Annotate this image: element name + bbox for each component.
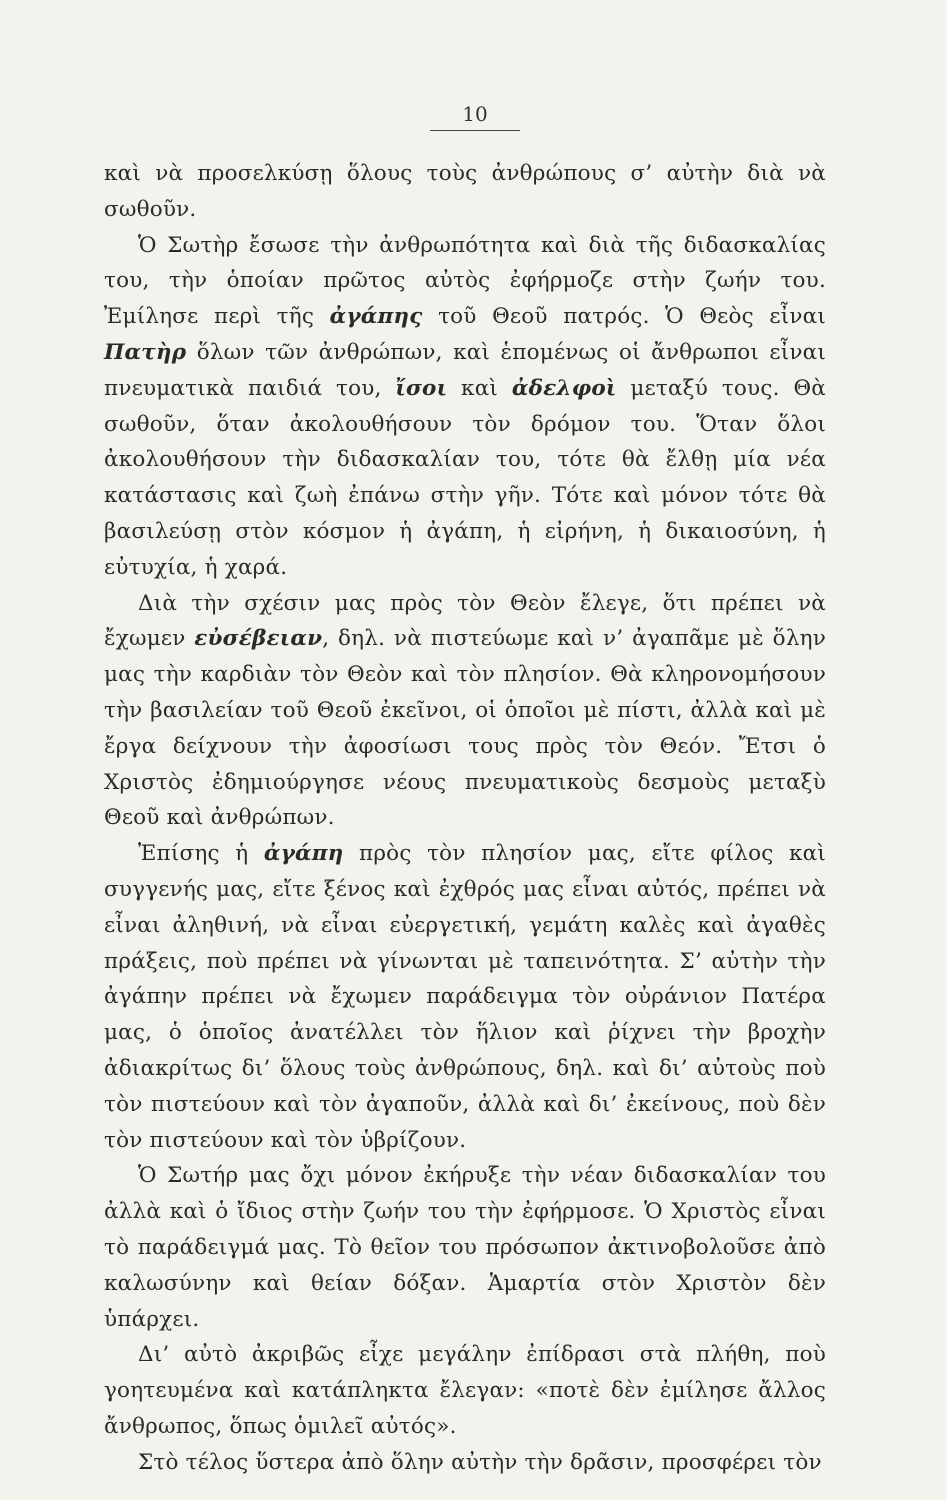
emphasized-term: εὐσέβειαν (194, 626, 323, 652)
text-run: μεταξύ τους. Θὰ σωθοῦν, ὅταν ἀκολουθήσουν τὸν δρόμον του. Ὅταν ὅλοι ἀκολουθήσουν τὴν διδασκαλίαν του, τότε θὰ ἔλθῃ μία νέα κατάστασις καὶ ζωὴ ἐπάνω στὴν γῆν. Τότε καὶ μόνον τότε θὰ βασιλεύσῃ στὸν κόσμον ἡ ἀγάπη, ἡ εἰρήνη, ἡ δικαιοσύνη, ἡ εὐτυχία, ἡ χαρά. (104, 375, 826, 580)
emphasized-term: ἀδελφοὶ (511, 375, 617, 401)
paragraph (104, 836, 826, 1158)
text-run: Ἐπίσης ἡ (138, 841, 264, 867)
emphasized-term: ἀγάπη (263, 841, 344, 867)
page-number: 10 (462, 102, 488, 126)
paragraph (104, 156, 826, 228)
text-run: πρὸς τὸν πλησίον μας, εἴτε φίλος καὶ συγγενής μας, εἴτε ξένος καὶ ἐχθρός μας εἶναι αὐτός, πρέπει νὰ εἶναι ἀληθινή, νὰ εἶναι εὐεργετική, γεμάτη καλὲς καὶ ἀγαθὲς πράξεις, ποὺ πρέπει νὰ γίνωνται μὲ ταπεινότητα. Σ’ αὐτὴν τὴν ἀγάπην πρέπει νὰ ἔχωμεν παράδειγμα τὸν οὐράνιον Πατέρα μας, ὁ ὁποῖος ἀνατέλλει τὸν ἥλιον καὶ ῥίχνει τὴν βροχὴν ἀδιακρίτως δι’ ὅλους τοὺς ἀνθρώπους, δηλ. καὶ δι’ αὐτοὺς ποὺ τὸν πιστεύουν καὶ τὸν ἀγαποῦν, ἀλλὰ καὶ δι’ ἐκείνους, ποὺ δὲν τὸν πιστεύουν καὶ τὸν ὑβρίζουν. (104, 841, 826, 1153)
emphasized-term: ἀγάπης (329, 304, 423, 330)
text-run: Δι’ αὐτὸ ἀκριβῶς εἶχε μεγάλην ἐπίδρασι στὰ πλήθη, ποὺ γοητευμένα καὶ κατάπληκτα ἔλεγαν: «ποτὲ δὲν ἐμίλησε ἄλλος ἄνθρωπος, ὅπως ὁμιλεῖ αὐτός». (104, 1342, 826, 1439)
text-run: Διὰ τὴν σχέσιν μας πρὸς τὸν Θεὸν ἔλεγε, ὅτι πρέπει νὰ ἔχωμεν (104, 590, 826, 652)
text-run: , δηλ. νὰ πιστεύωμε καὶ ν’ ἀγαπᾶμε μὲ ὅλην μας τὴν καρδιὰν τὸν Θεὸν καὶ τὸν πλησίον. Θὰ κληρονομήσουν τὴν βασιλείαν τοῦ Θεοῦ ἐκεῖνοι, οἱ ὁποῖοι μὲ πίστι, ἀλλὰ καὶ μὲ ἔργα δείχνουν τὴν ἀφοσίωσι τους πρὸς τὸν Θεόν. Ἔτσι ὁ Χριστὸς ἐδημιούργησε νέους πνευματικοὺς δεσμοὺς μεταξὺ Θεοῦ καὶ ἀνθρώπων. (104, 626, 826, 831)
paragraph (104, 1337, 826, 1444)
text-run: Ὁ Σωτὴρ ἔσωσε τὴν ἀνθρωπότητα καὶ διὰ τῆς διδασκαλίας του, τὴν ὁποίαν πρῶτος αὐτὸς ἐφήρμοζε στὴν ζωήν του. Ἐμίλησε περὶ τῆς (104, 232, 826, 330)
paragraph (104, 1158, 826, 1337)
page-number-rule (430, 130, 520, 131)
paragraph (104, 1445, 826, 1481)
paragraph (104, 228, 826, 586)
text-run: Στὸ τέλος ὕστερα ἀπὸ ὅλην αὐτὴν τὴν δρᾶσιν, προσφέρει τὸν (138, 1449, 822, 1475)
text-run: ὅλων τῶν ἀνθρώπων, καὶ ἑπομένως οἱ ἄνθρωποι εἶναι πνευματικὰ παιδιά του, (104, 339, 826, 401)
body-text (104, 156, 826, 1480)
text-run: καὶ (447, 375, 512, 401)
emphasized-term: ἴσοι (395, 375, 448, 401)
emphasized-term: Πατὴρ (104, 339, 187, 365)
text-run: Ὁ Σωτήρ μας ὄχι μόνον ἐκήρυξε τὴν νέαν διδασκαλίαν του ἀλλὰ καὶ ὁ ἴδιος στὴν ζωήν του τὴν ἐφήρμοσε. Ὁ Χριστὸς εἶναι τὸ παράδειγμά μας. Τὸ θεῖον του πρόσωπον ἀκτινοβολοῦσε ἀπὸ καλωσύνην καὶ θείαν δόξαν. Ἁμαρτία στὸν Χριστὸν δὲν ὑπάρχει. (104, 1163, 826, 1332)
text-run: καὶ νὰ προσελκύσῃ ὅλους τοὺς ἀνθρώπους σ’ αὐτὴν διὰ νὰ σωθοῦν. (104, 161, 826, 222)
paragraph (104, 586, 826, 837)
text-run: τοῦ Θεοῦ πατρός. Ὁ Θεὸς εἶναι (422, 304, 826, 330)
